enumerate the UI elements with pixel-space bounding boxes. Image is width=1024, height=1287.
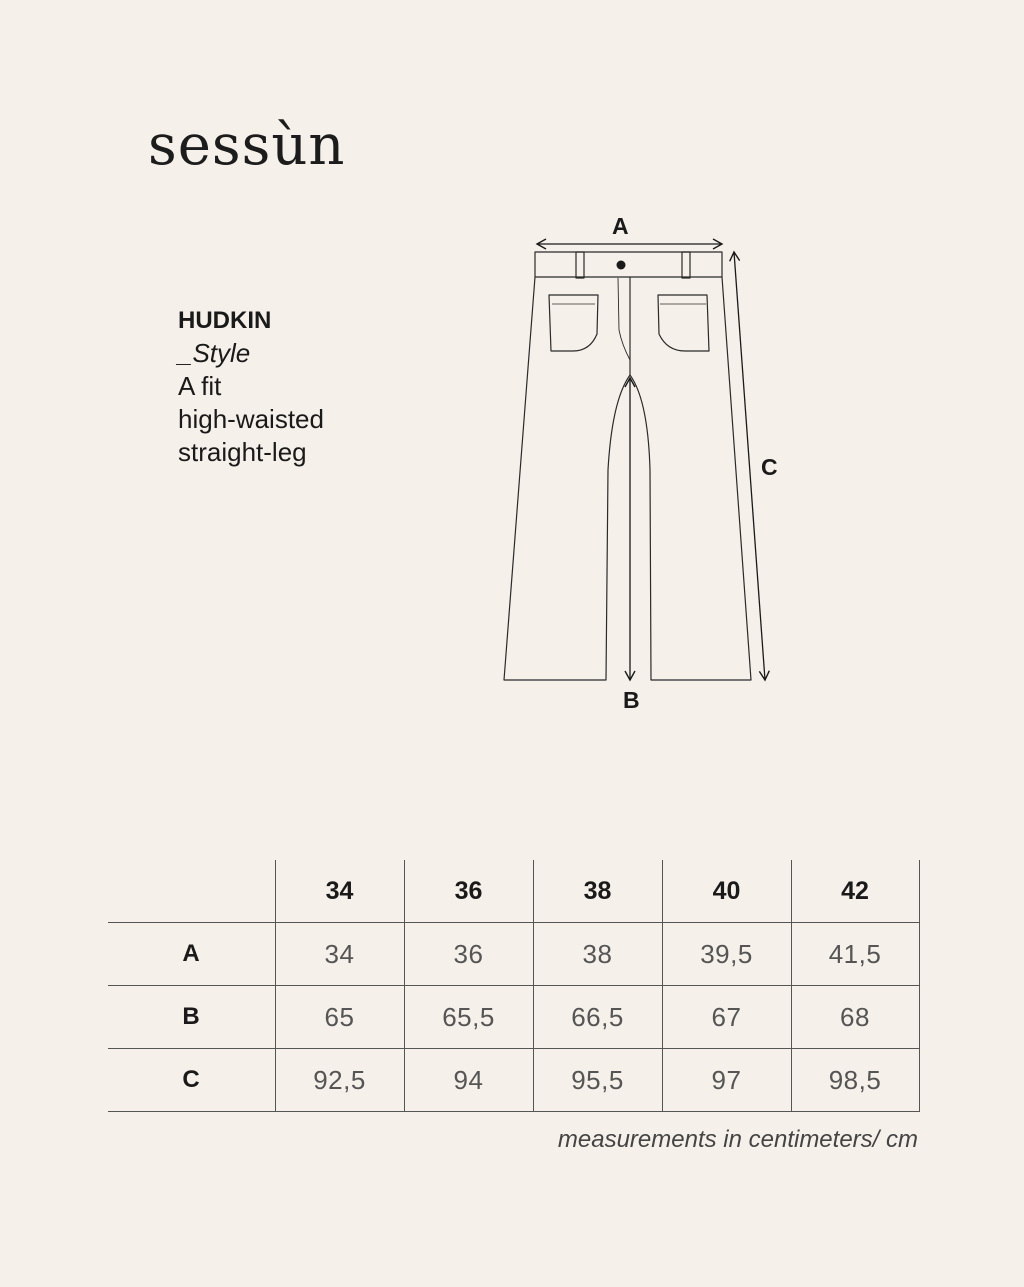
table-cell: 38 (533, 923, 662, 986)
table-row (108, 923, 919, 986)
table-cell: 67 (662, 986, 791, 1049)
diagram-label-c: C (761, 454, 778, 480)
belt-loop (682, 252, 690, 278)
table-cell: 66,5 (533, 986, 662, 1049)
table-corner (108, 860, 275, 923)
style-line: straight-leg (178, 437, 307, 467)
waistband (535, 252, 722, 277)
size-header: 38 (533, 860, 662, 923)
table-cell: 95,5 (533, 1049, 662, 1112)
table-row (108, 1049, 919, 1112)
table-cell: 92,5 (275, 1049, 404, 1112)
table-cell: 94 (404, 1049, 533, 1112)
belt-loop (576, 252, 584, 278)
size-header: 36 (404, 860, 533, 923)
button-icon (617, 261, 626, 270)
table-cell: 41,5 (791, 923, 919, 986)
style-heading: _Style (178, 338, 251, 368)
size-header: 40 (662, 860, 791, 923)
measurement-note: measurements in centimeters/ cm (557, 1126, 918, 1153)
style-line: A fit (178, 371, 222, 401)
table-cell: 68 (791, 986, 919, 1049)
row-label: A (108, 923, 275, 986)
table-cell: 39,5 (662, 923, 791, 986)
size-header: 42 (791, 860, 919, 923)
table-cell: 34 (275, 923, 404, 986)
diagram-label-b: B (623, 687, 640, 713)
table-header-row (108, 860, 919, 923)
table-cell: 65 (275, 986, 404, 1049)
product-name: HUDKIN (178, 307, 272, 334)
fly-stitch (618, 278, 630, 360)
diagram-label-a: A (612, 213, 629, 239)
table-cell: 36 (404, 923, 533, 986)
pocket-left (549, 295, 598, 351)
trousers-outline (504, 277, 751, 680)
size-header: 34 (275, 860, 404, 923)
brand-logo: sessùn (148, 113, 346, 178)
table-cell: 98,5 (791, 1049, 919, 1112)
row-label: C (108, 1049, 275, 1112)
table-cell: 97 (662, 1049, 791, 1112)
pocket-right (658, 295, 709, 351)
size-chart-table (108, 860, 920, 1112)
table-cell: 65,5 (404, 986, 533, 1049)
style-line: high-waisted (178, 404, 324, 434)
table-row (108, 986, 919, 1049)
row-label: B (108, 986, 275, 1049)
